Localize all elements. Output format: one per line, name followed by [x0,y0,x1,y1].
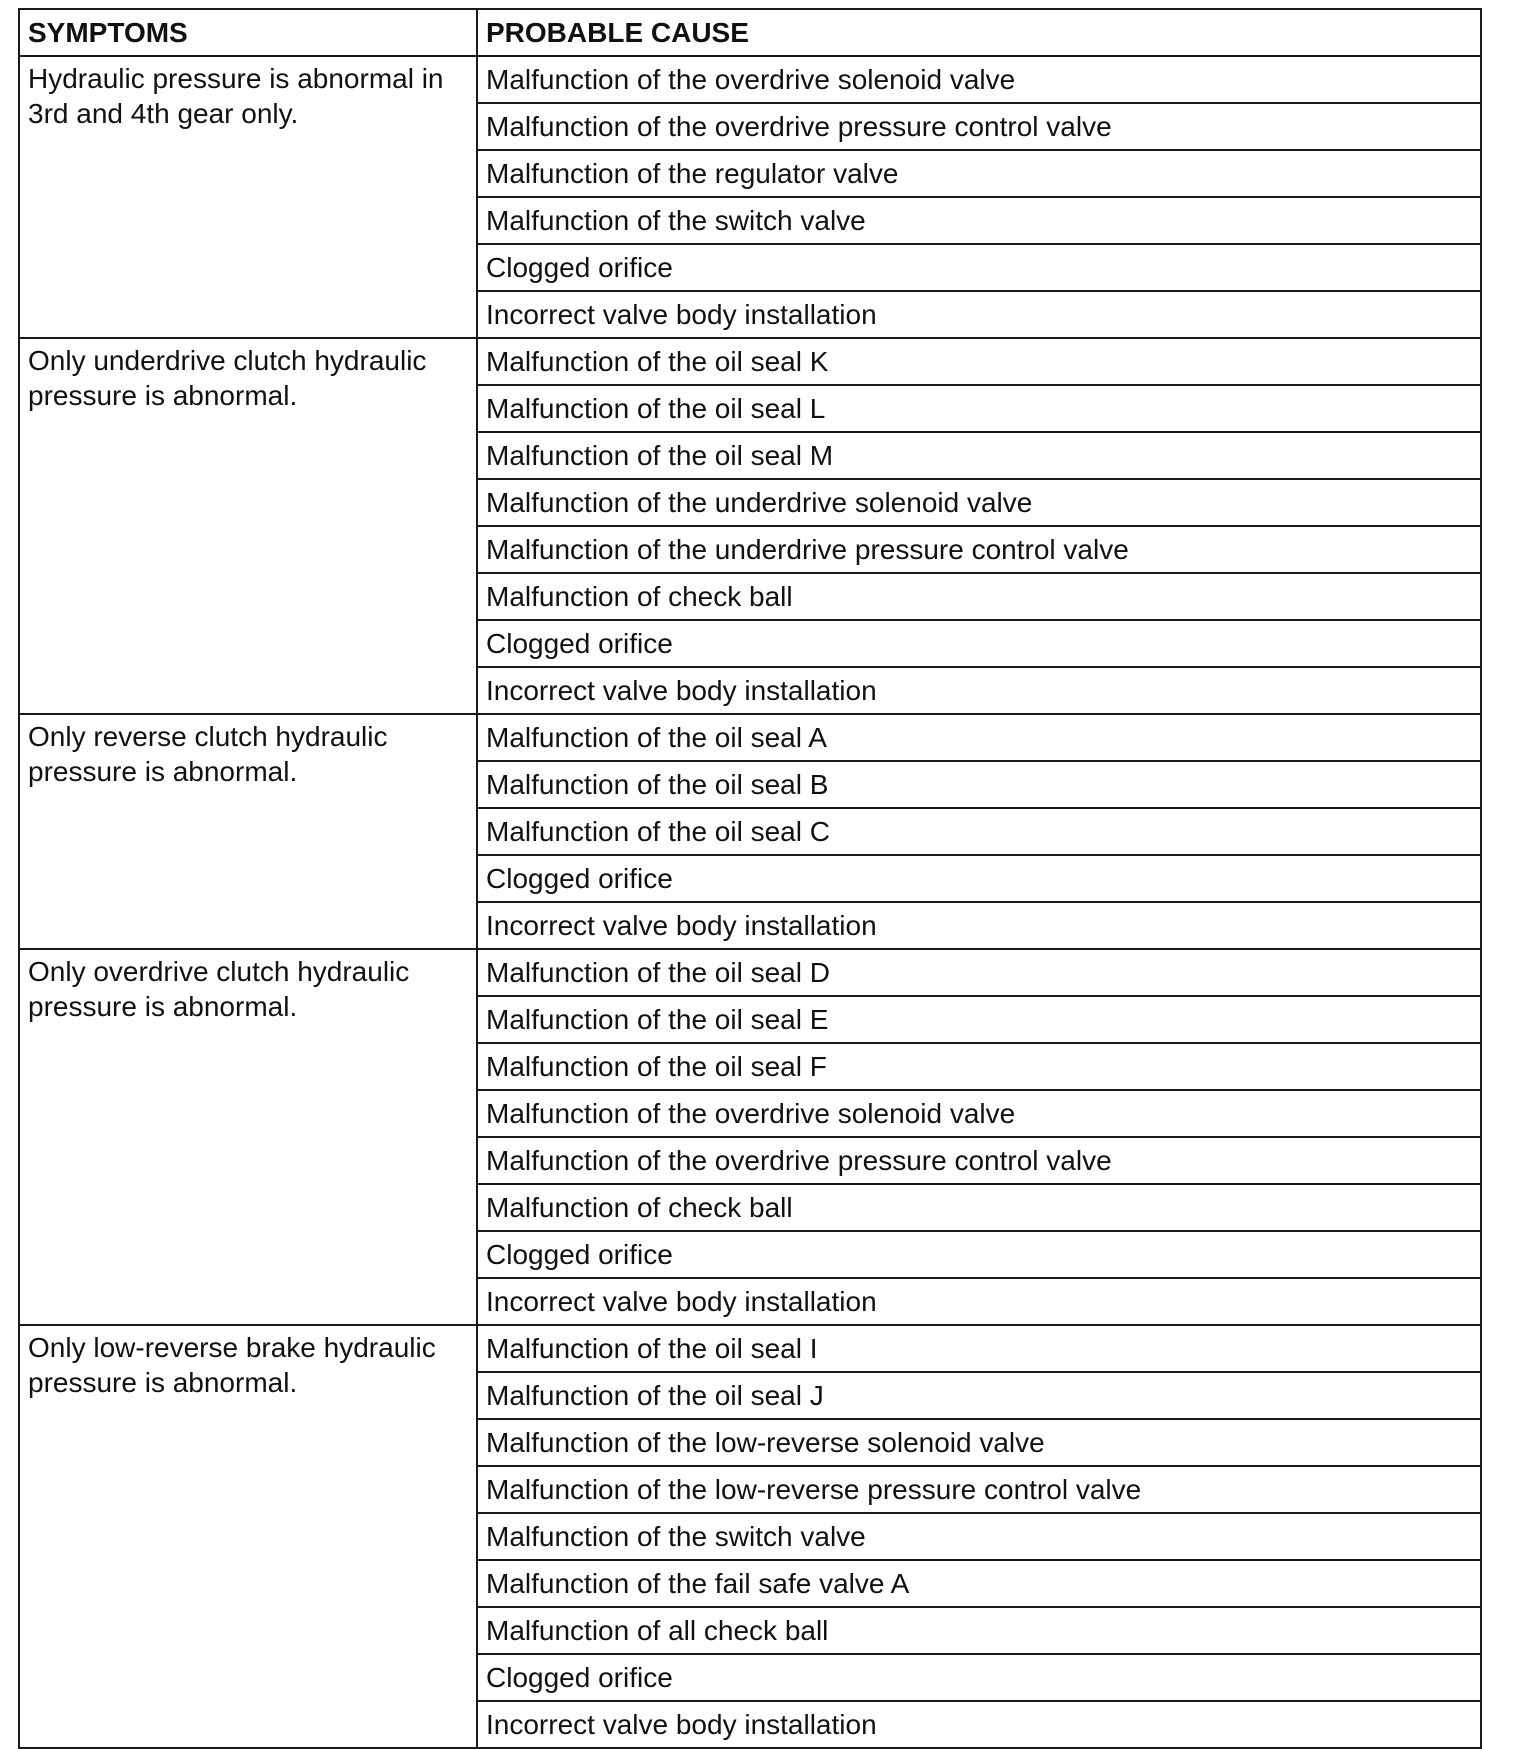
probable-cause-cell: Malfunction of the switch valve [477,197,1481,244]
probable-cause-cell: Malfunction of all check ball [477,1607,1481,1654]
probable-cause-cell: Malfunction of the oil seal F [477,1043,1481,1090]
probable-cause-cell: Malfunction of the oil seal K [477,338,1481,385]
probable-cause-cell: Malfunction of the overdrive solenoid valve [477,1090,1481,1137]
table-row [19,338,1481,385]
probable-cause-cell: Malfunction of the low-reverse pressure control valve [477,1466,1481,1513]
probable-cause-cell: Incorrect valve body installation [477,291,1481,338]
symptoms-causes-table [18,8,1482,1749]
probable-cause-cell: Malfunction of the underdrive solenoid valve [477,479,1481,526]
probable-cause-cell: Clogged orifice [477,244,1481,291]
symptom-cell: Only low-reverse brake hydraulic pressure is abnormal. [19,1325,477,1748]
probable-cause-cell: Malfunction of the regulator valve [477,150,1481,197]
probable-cause-cell: Malfunction of the overdrive pressure control valve [477,103,1481,150]
probable-cause-cell: Incorrect valve body installation [477,902,1481,949]
table-row [19,1325,1481,1372]
probable-cause-cell: Malfunction of the oil seal C [477,808,1481,855]
probable-cause-cell: Malfunction of the oil seal E [477,996,1481,1043]
probable-cause-cell: Malfunction of the overdrive solenoid valve [477,56,1481,103]
probable-cause-cell: Malfunction of the fail safe valve A [477,1560,1481,1607]
probable-cause-cell: Malfunction of the oil seal L [477,385,1481,432]
probable-cause-cell: Malfunction of the oil seal I [477,1325,1481,1372]
symptom-cell: Only underdrive clutch hydraulic pressure is abnormal. [19,338,477,714]
probable-cause-cell: Incorrect valve body installation [477,1278,1481,1325]
table-row [19,949,1481,996]
header-row [19,9,1481,56]
probable-cause-cell: Malfunction of the low-reverse solenoid valve [477,1419,1481,1466]
probable-cause-cell: Incorrect valve body installation [477,1701,1481,1748]
probable-cause-cell: Malfunction of the oil seal A [477,714,1481,761]
probable-cause-cell: Malfunction of the switch valve [477,1513,1481,1560]
probable-cause-cell: Malfunction of the oil seal M [477,432,1481,479]
probable-cause-cell: Clogged orifice [477,1654,1481,1701]
probable-cause-cell: Clogged orifice [477,620,1481,667]
probable-cause-cell: Malfunction of the oil seal D [477,949,1481,996]
probable-cause-header: PROBABLE CAUSE [477,9,1481,56]
table-body [19,56,1481,1748]
probable-cause-cell: Incorrect valve body installation [477,667,1481,714]
symptoms-header: SYMPTOMS [19,9,477,56]
symptom-cell: Only overdrive clutch hydraulic pressure is abnormal. [19,949,477,1325]
symptom-cell: Hydraulic pressure is abnormal in 3rd and 4th gear only. [19,56,477,338]
probable-cause-cell: Malfunction of check ball [477,573,1481,620]
probable-cause-cell: Malfunction of the oil seal B [477,761,1481,808]
symptom-cell: Only reverse clutch hydraulic pressure is abnormal. [19,714,477,949]
table-row [19,56,1481,103]
probable-cause-cell: Clogged orifice [477,855,1481,902]
probable-cause-cell: Malfunction of the underdrive pressure control valve [477,526,1481,573]
table-header [19,9,1481,56]
probable-cause-cell: Clogged orifice [477,1231,1481,1278]
probable-cause-cell: Malfunction of check ball [477,1184,1481,1231]
probable-cause-cell: Malfunction of the overdrive pressure control valve [477,1137,1481,1184]
probable-cause-cell: Malfunction of the oil seal J [477,1372,1481,1419]
table-row [19,714,1481,761]
